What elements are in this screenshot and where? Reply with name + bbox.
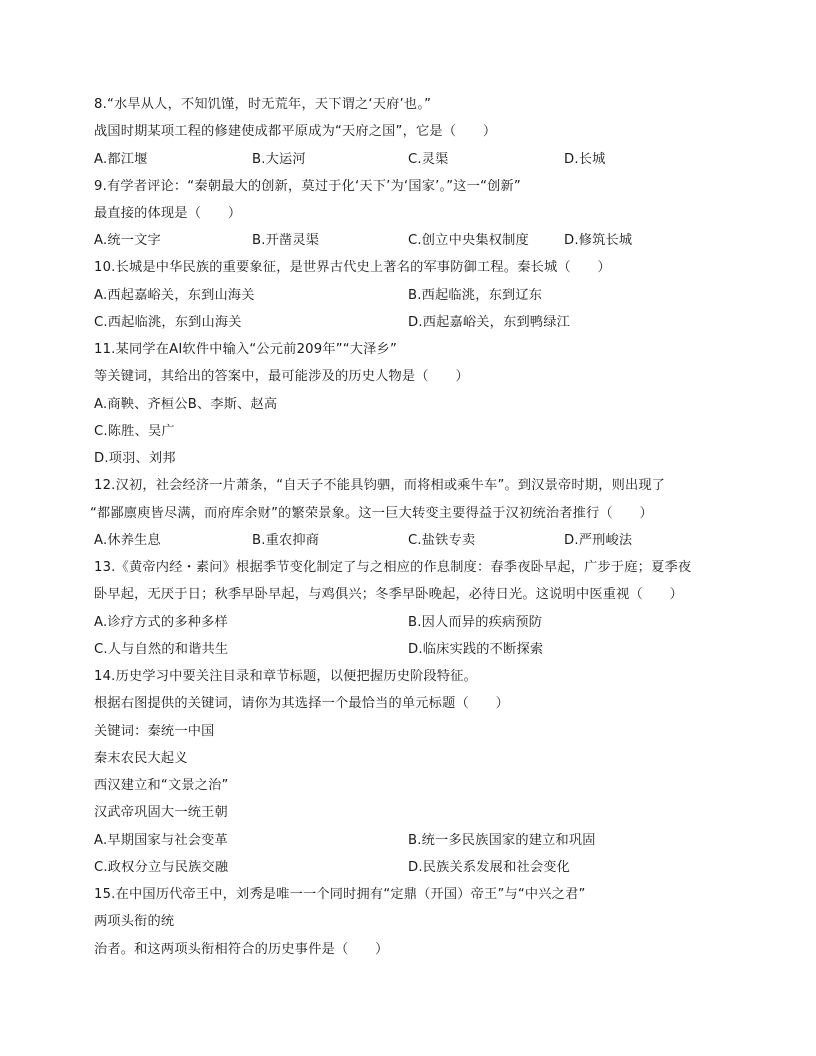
q12-option-a: A.休养生息 (94, 533, 161, 548)
q8-option-b: B.大运河 (252, 152, 306, 167)
q11-stem-line1: 11.某同学在AI软件中输入“公元前209年”“大泽乡” (94, 342, 397, 357)
q10-option-d: D.西起嘉峪关，东到鸭绿江 (408, 315, 571, 330)
q14-keyword-1: 关键词：秦统一中国 (94, 724, 215, 739)
q8-option-d: D.长城 (564, 152, 606, 167)
q9-stem-line2: 最直接的体现是（ ） (94, 206, 242, 221)
q10-option-a: A.西起嘉峪关，东到山海关 (94, 288, 255, 303)
q11-stem-line2: 等关键词，其给出的答案中，最可能涉及的历史人物是（ ） (94, 369, 469, 384)
q12-option-b: B.重农抑商 (252, 533, 320, 548)
q15-stem-line1: 15.在中国历代帝王中，刘秀是唯一一个同时拥有“定鼎（开国）帝王”与“中兴之君” (94, 887, 586, 902)
q9-option-b: B.开凿灵渠 (252, 233, 320, 248)
q8-stem-line2: 战国时期某项工程的修建使成都平原成为“天府之国”，它是（ ） (94, 124, 497, 139)
q11-option-d: D.项羽、刘邦 (94, 451, 176, 466)
q14-keyword-2: 秦末农民大起义 (94, 751, 188, 766)
q14-keyword-4: 汉武帝巩固大一统王朝 (94, 805, 228, 820)
q15-stem-line2: 两项头衔的统 (94, 914, 175, 929)
q8-option-c: C.灵渠 (408, 152, 449, 167)
q10-stem: 10.长城是中华民族的重要象征，是世界古代史上著名的军事防御工程。秦长城（ ） (94, 260, 611, 275)
q15-stem-line3: 治者。和这两项头衔相符合的历史事件是（ ） (94, 942, 389, 957)
q14-option-a: A.早期国家与社会变革 (94, 833, 228, 848)
q14-stem-line1: 14.历史学习中要关注目录和章节标题，以便把握历史阶段特征。 (94, 669, 478, 684)
q11-option-ab: A.商鞅、齐桓公B、李斯、赵高 (94, 397, 278, 412)
q8-option-a: A.都江堰 (94, 152, 148, 167)
q9-option-a: A.统一文字 (94, 233, 161, 248)
q14-option-c: C.政权分立与民族交融 (94, 860, 229, 875)
q12-option-d: D.严刑峻法 (564, 533, 633, 548)
q13-option-c: C.人与自然的和谐共生 (94, 642, 229, 657)
q8-stem-line1: 8.“水旱从人，不知饥馑，时无荒年，天下谓之‘天府’也。” (94, 97, 432, 112)
q11-option-c: C.陈胜、吴广 (94, 424, 175, 439)
q9-option-c: C.创立中央集权制度 (408, 233, 529, 248)
q10-option-b: B.西起临洮，东到辽东 (408, 288, 543, 303)
q13-option-a: A.诊疗方式的多种多样 (94, 615, 228, 630)
q9-stem-line1: 9.有学者评论：“秦朝最大的创新，莫过于化‘天下’为‘国家’。”这一“创新” (94, 179, 521, 194)
q13-option-b: B.因人而异的疾病预防 (408, 615, 543, 630)
q14-keyword-3: 西汉建立和“文景之治” (94, 778, 229, 793)
q9-option-d: D.修筑长城 (564, 233, 633, 248)
q13-stem-line1: 13.《黄帝内经・素问》根据季节变化制定了与之相应的作息制度：春季夜卧早起，广步于庭；夏季夜 (94, 560, 692, 575)
q13-stem-line2: 卧早起，无厌于日；秋季早卧早起，与鸡俱兴；冬季早卧晚起，必待日光。这说明中医重视（ ） (94, 587, 684, 602)
q13-option-d: D.临床实践的不断探索 (408, 642, 544, 657)
q12-stem-line1: 12.汉初，社会经济一片萧条，“自天子不能具钧驷，而将相或乘牛车”。到汉景帝时期，则出现了 (94, 478, 666, 493)
q14-stem-line2: 根据右图提供的关键词，请你为其选择一个最恰当的单元标题（ ） (94, 696, 510, 711)
q14-option-d: D.民族关系发展和社会变化 (408, 860, 571, 875)
q10-option-c: C.西起临洮，东到山海关 (94, 315, 242, 330)
q14-option-b: B.统一多民族国家的建立和巩固 (408, 833, 596, 848)
q12-option-c: C.盐铁专卖 (408, 533, 476, 548)
q12-stem-line2: “都鄙廪庾皆尽满，而府库余财”的繁荣景象。这一巨大转变主要得益于汉初统治者推行（ ） (90, 506, 653, 521)
